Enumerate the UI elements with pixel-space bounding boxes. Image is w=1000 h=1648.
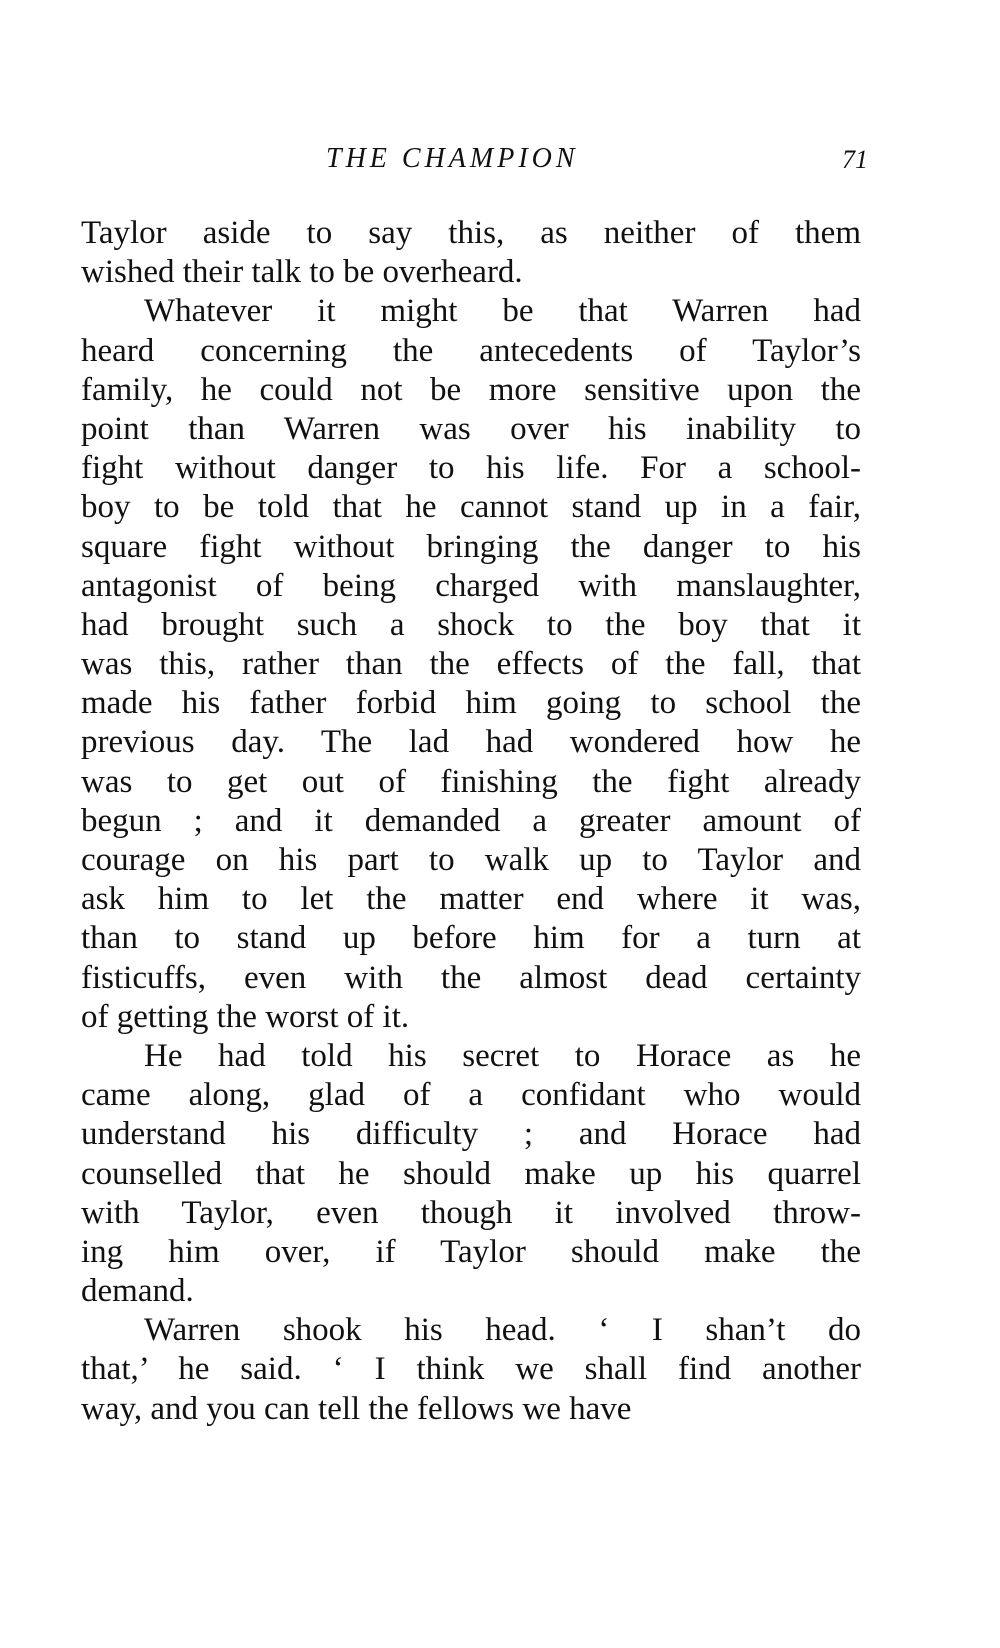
text-line: boy to be told that he cannot stand up in a fair, bbox=[81, 489, 861, 526]
text-line: begun ; and it demanded a greater amount of bbox=[81, 802, 861, 839]
paragraph bbox=[81, 214, 861, 292]
paragraph bbox=[81, 1037, 861, 1311]
text-line: wished their talk to be overheard. bbox=[81, 254, 523, 291]
text-line: counselled that he should make up his quarrel bbox=[81, 1155, 861, 1192]
text-line: came along, glad of a confidant who would bbox=[81, 1077, 861, 1114]
text-line: antagonist of being charged with manslaughter, bbox=[81, 567, 861, 604]
text-line: heard concerning the antecedents of Taylor’s bbox=[81, 332, 861, 369]
text-line: than to stand up before him for a turn at bbox=[81, 920, 861, 957]
text-line: was to get out of finishing the fight already bbox=[81, 763, 861, 800]
text-line: fisticuffs, even with the almost dead certainty bbox=[81, 959, 861, 996]
text-line: courage on his part to walk up to Taylor and bbox=[81, 842, 861, 878]
text-line: Whatever it might be that Warren had bbox=[144, 293, 861, 330]
text-line: of getting the worst of it. bbox=[81, 998, 410, 1035]
text-line: that,’ he said. ‘ I think we shall find another bbox=[81, 1351, 861, 1388]
text-line: ing him over, if Taylor should make the bbox=[81, 1233, 861, 1270]
text-line: had brought such a shock to the boy that it bbox=[81, 606, 861, 643]
text-line: way, and you can tell the fellows we have bbox=[81, 1390, 632, 1427]
text-line: Warren shook his head. ‘ I shan’t do bbox=[144, 1312, 861, 1349]
paragraph bbox=[81, 1311, 861, 1429]
text-line: fight without danger to his life. For a school- bbox=[81, 450, 861, 487]
text-line: previous day. The lad had wondered how he bbox=[81, 724, 861, 761]
text-line: Taylor aside to say this, as neither of them bbox=[81, 215, 861, 251]
paragraph bbox=[81, 292, 861, 1037]
text-line: ask him to let the matter end where it was, bbox=[81, 881, 861, 918]
body-text bbox=[81, 214, 861, 1429]
text-line: was this, rather than the effects of the fall, that bbox=[81, 646, 861, 683]
text-line: made his father forbid him going to school the bbox=[81, 685, 861, 722]
page-number: 71 bbox=[842, 145, 868, 174]
text-line: square fight without bringing the danger to his bbox=[81, 528, 861, 565]
running-title: THE CHAMPION bbox=[326, 143, 579, 174]
text-line: demand. bbox=[81, 1273, 194, 1310]
text-line: He had told his secret to Horace as he bbox=[144, 1037, 861, 1074]
text-line: point than Warren was over his inability to bbox=[81, 410, 861, 447]
text-line: family, he could not be more sensitive upon the bbox=[81, 371, 861, 408]
text-line: with Taylor, even though it involved throw- bbox=[81, 1194, 861, 1231]
text-line: understand his difficulty ; and Horace had bbox=[81, 1116, 861, 1153]
page-header bbox=[0, 143, 1000, 183]
